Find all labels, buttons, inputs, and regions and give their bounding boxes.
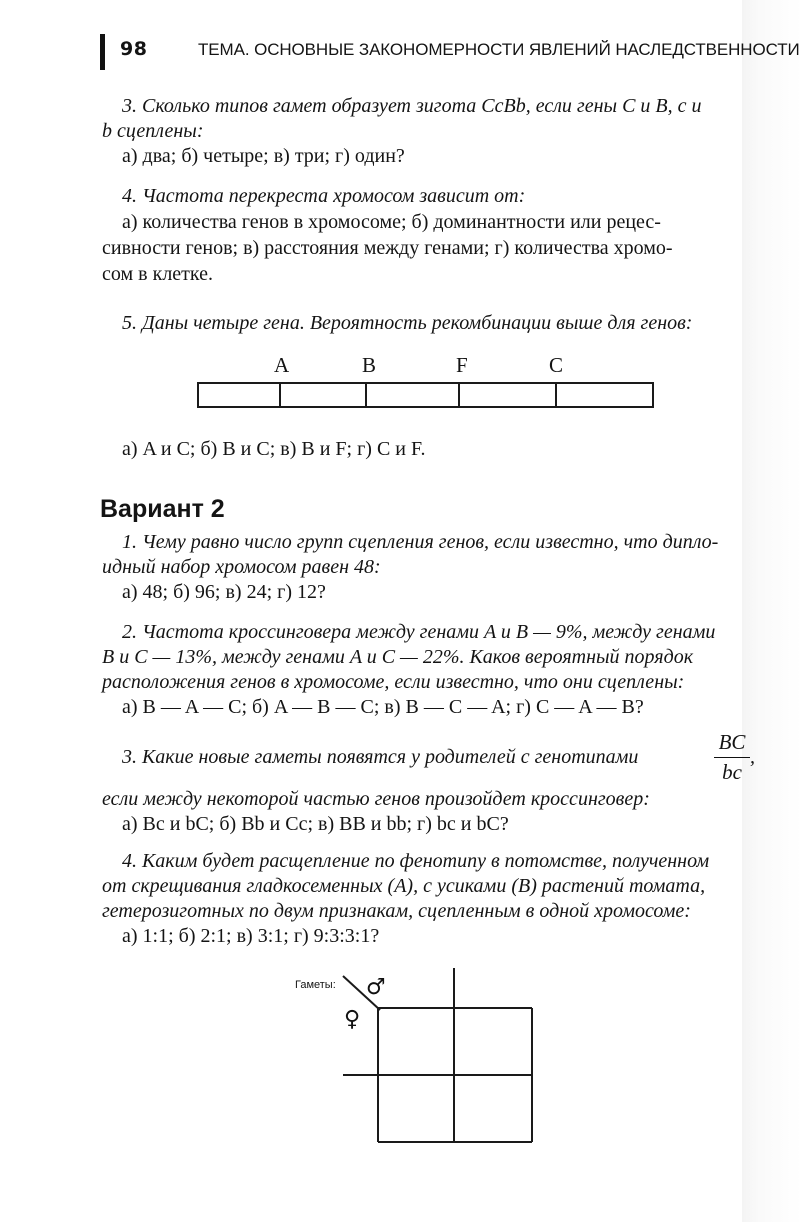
- fraction-numerator: BC: [718, 730, 746, 754]
- gene-label-f: F: [456, 353, 468, 377]
- fraction-denominator: bc: [722, 760, 742, 784]
- q4-v2-line1: 4. Каким будет расщепление по фенотипу в потомстве, полученном: [122, 850, 710, 872]
- gene-label-c: C: [549, 353, 564, 377]
- q4-v1-answer-line2: сивности генов; в) расстояния между генами; г) количества хромо-: [102, 237, 673, 259]
- locus-divider-b: [365, 384, 367, 406]
- locus-divider-a: [279, 384, 281, 406]
- q3-v2-line1: 3. Какие новые гаметы появятся у родителей с генотипами: [122, 746, 639, 768]
- fraction-comma: ,: [750, 746, 755, 768]
- q4-v1-answer-line1: а) количества генов в хромосоме; б) доминантности или рецес-: [122, 211, 661, 233]
- q2-v2-line3: расположения генов в хромосоме, если известно, что они сцеплены:: [102, 671, 685, 693]
- locus-divider-c: [555, 384, 557, 406]
- gene-label-b: B: [362, 353, 377, 377]
- q3-v1-line2: b сцеплены:: [102, 120, 204, 142]
- q3-v2-answers: а) Bc и bC; б) Bb и Cc; в) BB и bb; г) bc и bC?: [122, 813, 509, 835]
- q2-v2-line1: 2. Частота кроссинговера между генами A и B — 9%, между генами: [122, 621, 716, 643]
- q5-v1-question: 5. Даны четыре гена. Вероятность рекомбинации выше для генов:: [122, 312, 693, 334]
- gametes-label: Гаметы:: [295, 979, 336, 991]
- q4-v2-answers: а) 1:1; б) 2:1; в) 3:1; г) 9:3:3:1?: [122, 925, 380, 947]
- q3-v1-answers: а) два; б) четыре; в) три; г) один?: [122, 145, 405, 167]
- q1-v2-answers: а) 48; б) 96; в) 24; г) 12?: [122, 581, 326, 603]
- chromosome-diagram: [197, 382, 654, 408]
- q4-v1-answer-line3: сом в клетке.: [102, 263, 214, 285]
- punnett-grid: [280, 968, 540, 1148]
- female-symbol-icon: ♀: [344, 1007, 361, 1032]
- q3-v1-line1: 3. Сколько типов гамет образует зигота CcBb, если гены C и B, c и: [122, 95, 702, 117]
- q1-v2-line1: 1. Чему равно число групп сцепления генов, если известно, что дипло-: [122, 531, 719, 553]
- page-number: 98: [120, 38, 148, 60]
- variant-2-title: Вариант 2: [100, 495, 225, 523]
- header-bar: [100, 34, 105, 70]
- q1-v2-line2: идный набор хромосом равен 48:: [102, 556, 381, 578]
- q3-v2-line2: если между некоторой частью генов произойдет кроссинговер:: [102, 788, 650, 810]
- q2-v2-answers: а) B — A — C; б) A — B — C; в) B — C — A; г) C — A — B?: [122, 696, 644, 718]
- q4-v2-line2: от скрещивания гладкосеменных (A), с усиками (B) растений томата,: [102, 875, 706, 897]
- page-edge-shadow: [742, 0, 802, 1222]
- gene-label-a: A: [274, 353, 290, 377]
- q4-v1-question: 4. Частота перекреста хромосом зависит от:: [122, 185, 526, 207]
- locus-divider-f: [458, 384, 460, 406]
- header-title: ТЕМА. ОСНОВНЫЕ ЗАКОНОМЕРНОСТИ ЯВЛЕНИЙ НАСЛЕДСТВЕННОСТИ: [198, 40, 800, 59]
- genotype-fraction: [712, 730, 752, 785]
- q4-v2-line3: гетерозиготных по двум признакам, сцепленным в одной хромосоме:: [102, 900, 691, 922]
- q2-v2-line2: B и C — 13%, между генами A и C — 22%. Каков вероятный порядок: [102, 646, 694, 668]
- male-symbol-icon: ♂: [366, 975, 386, 1000]
- q5-v1-answers: а) A и C; б) B и C; в) B и F; г) C и F.: [122, 438, 426, 460]
